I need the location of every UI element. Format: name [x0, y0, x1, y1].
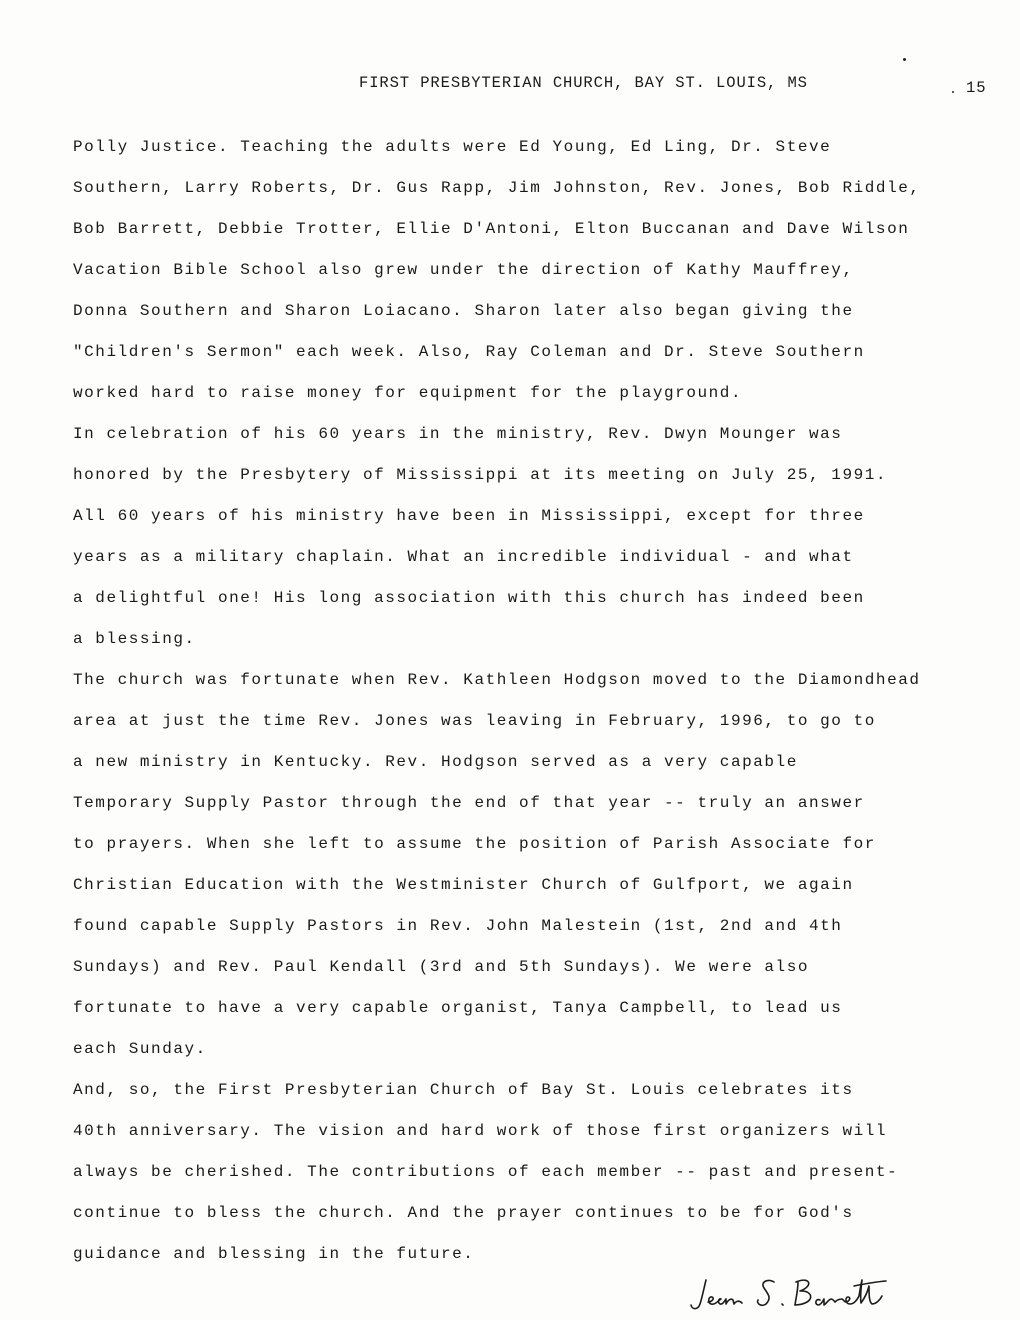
text-line: Southern, Larry Roberts, Dr. Gus Rapp, Jim Johnston, Rev. Jones, Bob Riddle, [73, 179, 921, 197]
page-number: 15 [966, 79, 987, 97]
text-line: worked hard to raise money for equipment for the playground. [73, 384, 743, 402]
text-line: fortunate to have a very capable organist, Tanya Campbell, to lead us [73, 999, 843, 1017]
text-line: Bob Barrett, Debbie Trotter, Ellie D'Antoni, Elton Buccanan and Dave Wilson [73, 220, 910, 238]
text-line: "Children's Sermon" each week. Also, Ray Coleman and Dr. Steve Southern [73, 343, 865, 361]
text-line: Temporary Supply Pastor through the end of that year -- truly an answer [73, 794, 865, 812]
text-line: always be cherished. The contributions of each member -- past and present- [73, 1163, 899, 1181]
text-line: to prayers. When she left to assume the position of Parish Associate for [73, 835, 876, 853]
text-line: a blessing. [73, 630, 196, 648]
text-line: And, so, the First Presbyterian Church of Bay St. Louis celebrates its [73, 1081, 854, 1099]
stray-mark [903, 58, 906, 61]
page-header-title: FIRST PRESBYTERIAN CHURCH, BAY ST. LOUIS, MS [359, 74, 808, 92]
text-line: 40th anniversary. The vision and hard work of those first organizers will [73, 1122, 888, 1140]
text-line: years as a military chaplain. What an incredible individual - and what [73, 548, 854, 566]
stray-mark [952, 91, 954, 93]
text-line: a new ministry in Kentucky. Rev. Hodgson served as a very capable [73, 753, 798, 771]
handwritten-signature [688, 1272, 898, 1316]
text-line: All 60 years of his ministry have been in Mississippi, except for three [73, 507, 865, 525]
text-line: found capable Supply Pastors in Rev. John Malestein (1st, 2nd and 4th [73, 917, 843, 935]
text-line: Christian Education with the Westminister Church of Gulfport, we again [73, 876, 854, 894]
text-line: a delightful one! His long association with this church has indeed been [73, 589, 865, 607]
text-line: Sundays) and Rev. Paul Kendall (3rd and 5th Sundays). We were also [73, 958, 810, 976]
text-line: Vacation Bible School also grew under the direction of Kathy Mauffrey, [73, 261, 854, 279]
text-line: honored by the Presbytery of Mississippi at its meeting on July 25, 1991. [73, 466, 888, 484]
text-line: guidance and blessing in the future. [73, 1245, 475, 1263]
text-line: The church was fortunate when Rev. Kathleen Hodgson moved to the Diamondhead [73, 671, 921, 689]
text-line: each Sunday. [73, 1040, 207, 1058]
body-text [73, 127, 1003, 1275]
text-line: area at just the time Rev. Jones was leaving in February, 1996, to go to [73, 712, 876, 730]
text-line: In celebration of his 60 years in the ministry, Rev. Dwyn Mounger was [73, 425, 843, 443]
text-line: continue to bless the church. And the prayer continues to be for God's [73, 1204, 854, 1222]
text-line: Polly Justice. Teaching the adults were Ed Young, Ed Ling, Dr. Steve [73, 138, 832, 156]
text-line: Donna Southern and Sharon Loiacano. Sharon later also began giving the [73, 302, 854, 320]
